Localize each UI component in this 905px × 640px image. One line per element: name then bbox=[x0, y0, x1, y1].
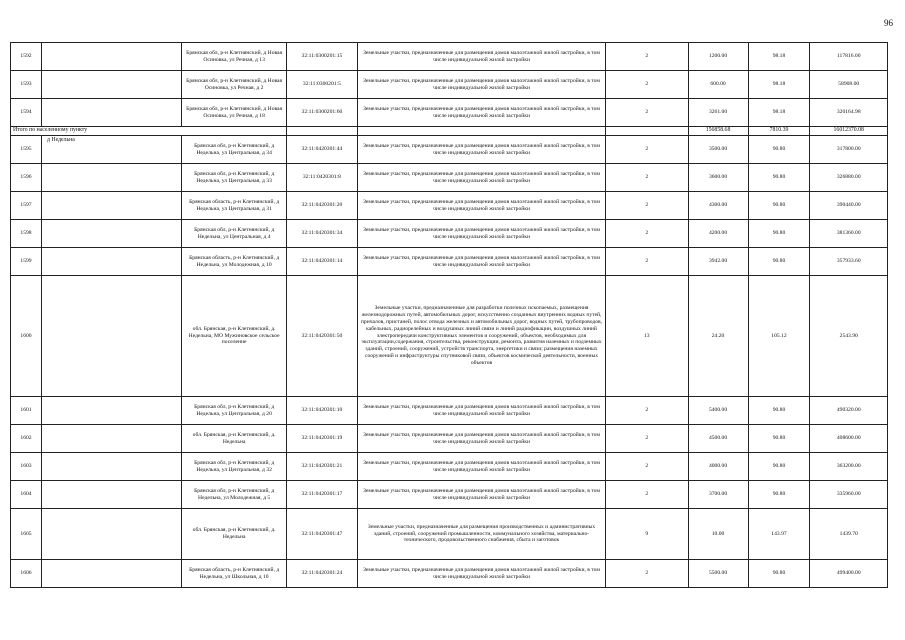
area-cell: 24.20 bbox=[688, 276, 748, 397]
settlement-cell bbox=[41, 99, 181, 127]
settlement-cell bbox=[41, 136, 181, 164]
cadastral-value-cell: 320164.98 bbox=[810, 99, 888, 127]
cadastral-value-cell: 363200.00 bbox=[810, 453, 888, 481]
area-cell: 4500.00 bbox=[688, 425, 748, 453]
use-type-code-cell: 2 bbox=[605, 220, 688, 248]
row-number: 1601 bbox=[11, 397, 42, 425]
area-cell: 3261.00 bbox=[688, 99, 748, 127]
cadastral-number-cell: 32:11:0300201:5 bbox=[286, 71, 357, 99]
area-cell: 3500.00 bbox=[688, 136, 748, 164]
address-cell: Брянская обл, р-н Клетнянский, д Новая Осиновка, ул Речная, д 18 bbox=[182, 99, 286, 127]
table-row bbox=[11, 481, 888, 509]
land-use-cell: Земельные участки, предназначенные для размещения домов малоэтажной жилой застройки, в том числе индивидуальной жилой застройки bbox=[358, 136, 606, 164]
settlement-cell bbox=[41, 276, 181, 397]
address-cell: Брянская обл, р-н Клетнянский, д Недельна, ул Центральная, д 20 bbox=[182, 397, 286, 425]
table-row bbox=[11, 43, 888, 71]
settlement-cell bbox=[41, 509, 181, 560]
row-number: 1604 bbox=[11, 481, 42, 509]
use-type-code-cell: 2 bbox=[605, 453, 688, 481]
land-use-cell: Земельные участки, предназначенные для размещения домов малоэтажной жилой застройки, в том числе индивидуальной жилой застройки bbox=[358, 220, 606, 248]
table-row bbox=[11, 509, 888, 560]
area-cell: 3600.00 bbox=[688, 164, 748, 192]
cadastral-number-cell: 32:11:0420301:14 bbox=[286, 248, 357, 276]
area-cell: 1200.00 bbox=[688, 43, 748, 71]
summary-cost: 7810.39 bbox=[748, 127, 810, 136]
row-number: 1605 bbox=[11, 509, 42, 560]
settlement-summary-row bbox=[11, 127, 888, 136]
row-number: 1594 bbox=[11, 99, 42, 127]
settlement-cell bbox=[41, 425, 181, 453]
use-type-code-cell: 2 bbox=[605, 43, 688, 71]
area-cell: 3942.00 bbox=[688, 248, 748, 276]
cadastral-number-cell: 32:11:0420301:47 bbox=[286, 509, 357, 560]
row-number: 1595 bbox=[11, 136, 42, 164]
land-use-cell: Земельные участки, предназначенные для разработки полезных ископаемых, размещения железнодорожных путей, автомобильных дорог, искусственно созданных внутренних водных путей, причалов, пристаней, полос отвода железных и автомобильных дорог, водных путей, трубопроводов, кабельных, радиорелейных и воздушных линий связи и линий радиофикации, воздушных линий электропередачи конструктивных элементов и сооружений, объектов, необходимых для эксплуатации,содержания, строительства, реконструкции, ремонта, развития наземных и подземных зданий, строений, сооружений, устройств транспорта, энергетики и связи; размещения наземных сооружений и инфраструктуры спутниковой связи, объектов космической деятельности, военных объектов bbox=[358, 276, 606, 397]
address-cell: Брянская область, р-н Клетнянский, д Недельна, ул Центральная, д 31 bbox=[182, 192, 286, 220]
settlement-cell bbox=[41, 481, 181, 509]
use-type-code-cell: 2 bbox=[605, 192, 688, 220]
land-use-cell: Земельные участки, предназначенные для размещения производственных и административных зданий, строений, сооружений промышленности, коммунального хозяйства, материально-технического, продовольственного снабжения, сбыта и заготовок bbox=[358, 509, 606, 560]
use-type-code-cell: 2 bbox=[605, 248, 688, 276]
table-row bbox=[11, 248, 888, 276]
table-row bbox=[11, 99, 888, 127]
cadastral-value-cell: 58908.00 bbox=[810, 71, 888, 99]
table-row bbox=[11, 71, 888, 99]
settlement-name: д Недельна bbox=[46, 137, 75, 143]
cadastral-number-cell: 32:11:0420301:20 bbox=[286, 192, 357, 220]
land-use-cell: Земельные участки, предназначенные для размещения домов малоэтажной жилой застройки, в том числе индивидуальной жилой застройки bbox=[358, 560, 606, 588]
table-row bbox=[11, 453, 888, 481]
specific-value-cell: 143.97 bbox=[748, 509, 810, 560]
cadastral-value-cell: 490320.00 bbox=[810, 397, 888, 425]
settlement-cell bbox=[41, 43, 181, 71]
area-cell: 4200.00 bbox=[688, 220, 748, 248]
specific-value-cell: 90.80 bbox=[748, 220, 810, 248]
specific-value-cell: 90.80 bbox=[748, 192, 810, 220]
cadastral-value-cell: 390440.00 bbox=[810, 192, 888, 220]
page-number: 96 bbox=[884, 18, 893, 28]
address-cell: Брянская обл, р-н Клетнянский, д Недельна, ул Центральная, д 33 bbox=[182, 164, 286, 192]
specific-value-cell: 98.18 bbox=[748, 99, 810, 127]
address-cell: обл. Брянская, р-н Клетнянский, д. Недельна bbox=[182, 509, 286, 560]
land-use-cell: Земельные участки, предназначенные для размещения домов малоэтажной жилой застройки, в том числе индивидуальной жилой застройки bbox=[358, 425, 606, 453]
cadastral-value-cell: 408600.00 bbox=[810, 425, 888, 453]
settlement-cell bbox=[41, 397, 181, 425]
row-number: 1596 bbox=[11, 164, 42, 192]
cadastral-value-cell: 499400.00 bbox=[810, 560, 888, 588]
use-type-code-cell: 2 bbox=[605, 481, 688, 509]
row-number: 1600 bbox=[11, 276, 42, 397]
land-use-cell: Земельные участки, предназначенные для размещения домов малоэтажной жилой застройки, в том числе индивидуальной жилой застройки bbox=[358, 248, 606, 276]
summary-value: 16012370.08 bbox=[810, 127, 888, 136]
settlement-cell bbox=[41, 560, 181, 588]
land-plot-table bbox=[10, 42, 888, 588]
cadastral-number-cell: 32:11:0420301:24 bbox=[286, 560, 357, 588]
cadastral-number-cell: 32:11:0420301:50 bbox=[286, 276, 357, 397]
table-row bbox=[11, 136, 888, 164]
use-type-code-cell: 2 bbox=[605, 136, 688, 164]
land-use-cell: Земельные участки, предназначенные для размещения домов малоэтажной жилой застройки, в том числе индивидуальной жилой застройки bbox=[358, 99, 606, 127]
cadastral-value-cell: 381360.00 bbox=[810, 220, 888, 248]
use-type-code-cell: 2 bbox=[605, 560, 688, 588]
table-row bbox=[11, 397, 888, 425]
address-cell: Брянская обл, р-н Клетнянский, д Недельна, ул Центральная, д 32 bbox=[182, 453, 286, 481]
use-type-code-cell: 13 bbox=[605, 276, 688, 397]
land-use-cell: Земельные участки, предназначенные для размещения домов малоэтажной жилой застройки, в том числе индивидуальной жилой застройки bbox=[358, 192, 606, 220]
area-cell: 4300.00 bbox=[688, 192, 748, 220]
cadastral-value-cell: 317800.00 bbox=[810, 136, 888, 164]
cadastral-number-cell: 32:11:0300201:15 bbox=[286, 43, 357, 71]
use-type-code-cell: 2 bbox=[605, 397, 688, 425]
area-cell: 3700.00 bbox=[688, 481, 748, 509]
table-row bbox=[11, 560, 888, 588]
specific-value-cell: 98.18 bbox=[748, 43, 810, 71]
use-type-code-cell: 2 bbox=[605, 71, 688, 99]
specific-value-cell: 105.12 bbox=[748, 276, 810, 397]
specific-value-cell: 90.80 bbox=[748, 397, 810, 425]
address-cell: Брянская обл, р-н Клетнянский, д Новая Осиновка, ул Речная, д 2 bbox=[182, 71, 286, 99]
use-type-code-cell: 2 bbox=[605, 164, 688, 192]
cadastral-number-cell: 32:11:0420301:19 bbox=[286, 425, 357, 453]
table-row bbox=[11, 192, 888, 220]
address-cell: обл. Брянская, р-н Клетнянский, д. Недельна bbox=[182, 425, 286, 453]
land-use-cell: Земельные участки, предназначенные для размещения домов малоэтажной жилой застройки, в том числе индивидуальной жилой застройки bbox=[358, 43, 606, 71]
land-use-cell: Земельные участки, предназначенные для размещения домов малоэтажной жилой застройки, в том числе индивидуальной жилой застройки bbox=[358, 397, 606, 425]
settlement-cell bbox=[41, 220, 181, 248]
cadastral-number-cell: 32:11:0420301:17 bbox=[286, 481, 357, 509]
table-row bbox=[11, 220, 888, 248]
area-cell: 5400.00 bbox=[688, 397, 748, 425]
row-number: 1599 bbox=[11, 248, 42, 276]
specific-value-cell: 90.80 bbox=[748, 136, 810, 164]
settlement-cell bbox=[41, 71, 181, 99]
table-row bbox=[11, 276, 888, 397]
specific-value-cell: 90.80 bbox=[748, 453, 810, 481]
cadastral-number-cell: 32:11:0420301:10 bbox=[286, 397, 357, 425]
summary-area: 156858.68 bbox=[688, 127, 748, 136]
cadastral-value-cell: 326880.00 bbox=[810, 164, 888, 192]
use-type-code-cell: 9 bbox=[605, 509, 688, 560]
specific-value-cell: 98.18 bbox=[748, 71, 810, 99]
row-number: 1597 bbox=[11, 192, 42, 220]
cadastral-value-cell: 357933.60 bbox=[810, 248, 888, 276]
summary-label: Итого по населенному пункту bbox=[11, 127, 287, 136]
row-number: 1592 bbox=[11, 43, 42, 71]
address-cell: Брянская обл, р-н Клетнянский, д Новая Осиновка, ул Речная, д 13 bbox=[182, 43, 286, 71]
area-cell: 600.00 bbox=[688, 71, 748, 99]
table-row bbox=[11, 164, 888, 192]
land-use-cell: Земельные участки, предназначенные для размещения домов малоэтажной жилой застройки, в том числе индивидуальной жилой застройки bbox=[358, 164, 606, 192]
address-cell: обл. Брянская, р-н Клетнянский, д. Недельна, МО Мужиновское сельское поселение bbox=[182, 276, 286, 397]
land-use-cell: Земельные участки, предназначенные для размещения домов малоэтажной жилой застройки, в том числе индивидуальной жилой застройки bbox=[358, 453, 606, 481]
cadastral-value-cell: 2543.90 bbox=[810, 276, 888, 397]
address-cell: Брянская область, р-н Клетнянский, д Недельна, ул Школьная, д 10 bbox=[182, 560, 286, 588]
address-cell: Брянская область, р-н Клетнянский, д Недельна, ул Молодежная, д 10 bbox=[182, 248, 286, 276]
row-number: 1598 bbox=[11, 220, 42, 248]
specific-value-cell: 90.80 bbox=[748, 164, 810, 192]
area-cell: 4000.00 bbox=[688, 453, 748, 481]
cadastral-number-cell: 32:11:0420301:8 bbox=[286, 164, 357, 192]
cadastral-value-cell: 335960.00 bbox=[810, 481, 888, 509]
address-cell: Брянская обл, р-н Клетнянский, д Недельна, ул Центральная, д 4 bbox=[182, 220, 286, 248]
specific-value-cell: 90.80 bbox=[748, 425, 810, 453]
cadastral-number-cell: 32:11:0420301:21 bbox=[286, 453, 357, 481]
row-number: 1602 bbox=[11, 425, 42, 453]
cadastral-value-cell: 1439.70 bbox=[810, 509, 888, 560]
area-cell: 10.00 bbox=[688, 509, 748, 560]
specific-value-cell: 90.80 bbox=[748, 560, 810, 588]
cadastral-number-cell: 32:11:0300201:60 bbox=[286, 99, 357, 127]
table-row bbox=[11, 425, 888, 453]
settlement-cell bbox=[41, 248, 181, 276]
row-number: 1603 bbox=[11, 453, 42, 481]
cadastral-number-cell: 32:11:0420301:44 bbox=[286, 136, 357, 164]
row-number: 1593 bbox=[11, 71, 42, 99]
address-cell: Брянская обл, р-н Клетнянский, д Недельна, ул Центральная, д 34 bbox=[182, 136, 286, 164]
land-use-cell: Земельные участки, предназначенные для размещения домов малоэтажной жилой застройки, в том числе индивидуальной жилой застройки bbox=[358, 71, 606, 99]
use-type-code-cell: 2 bbox=[605, 425, 688, 453]
use-type-code-cell: 2 bbox=[605, 99, 688, 127]
row-number: 1606 bbox=[11, 560, 42, 588]
settlement-cell bbox=[41, 192, 181, 220]
specific-value-cell: 90.80 bbox=[748, 248, 810, 276]
settlement-cell bbox=[41, 453, 181, 481]
settlement-cell bbox=[41, 164, 181, 192]
specific-value-cell: 90.80 bbox=[748, 481, 810, 509]
cadastral-value-cell: 117816.00 bbox=[810, 43, 888, 71]
cadastral-number-cell: 32:11:0420301:34 bbox=[286, 220, 357, 248]
land-use-cell: Земельные участки, предназначенные для размещения домов малоэтажной жилой застройки, в том числе индивидуальной жилой застройки bbox=[358, 481, 606, 509]
area-cell: 5500.00 bbox=[688, 560, 748, 588]
address-cell: Брянская обл, р-н Клетнянский, д Недельна, ул Молодежная, д 5 bbox=[182, 481, 286, 509]
